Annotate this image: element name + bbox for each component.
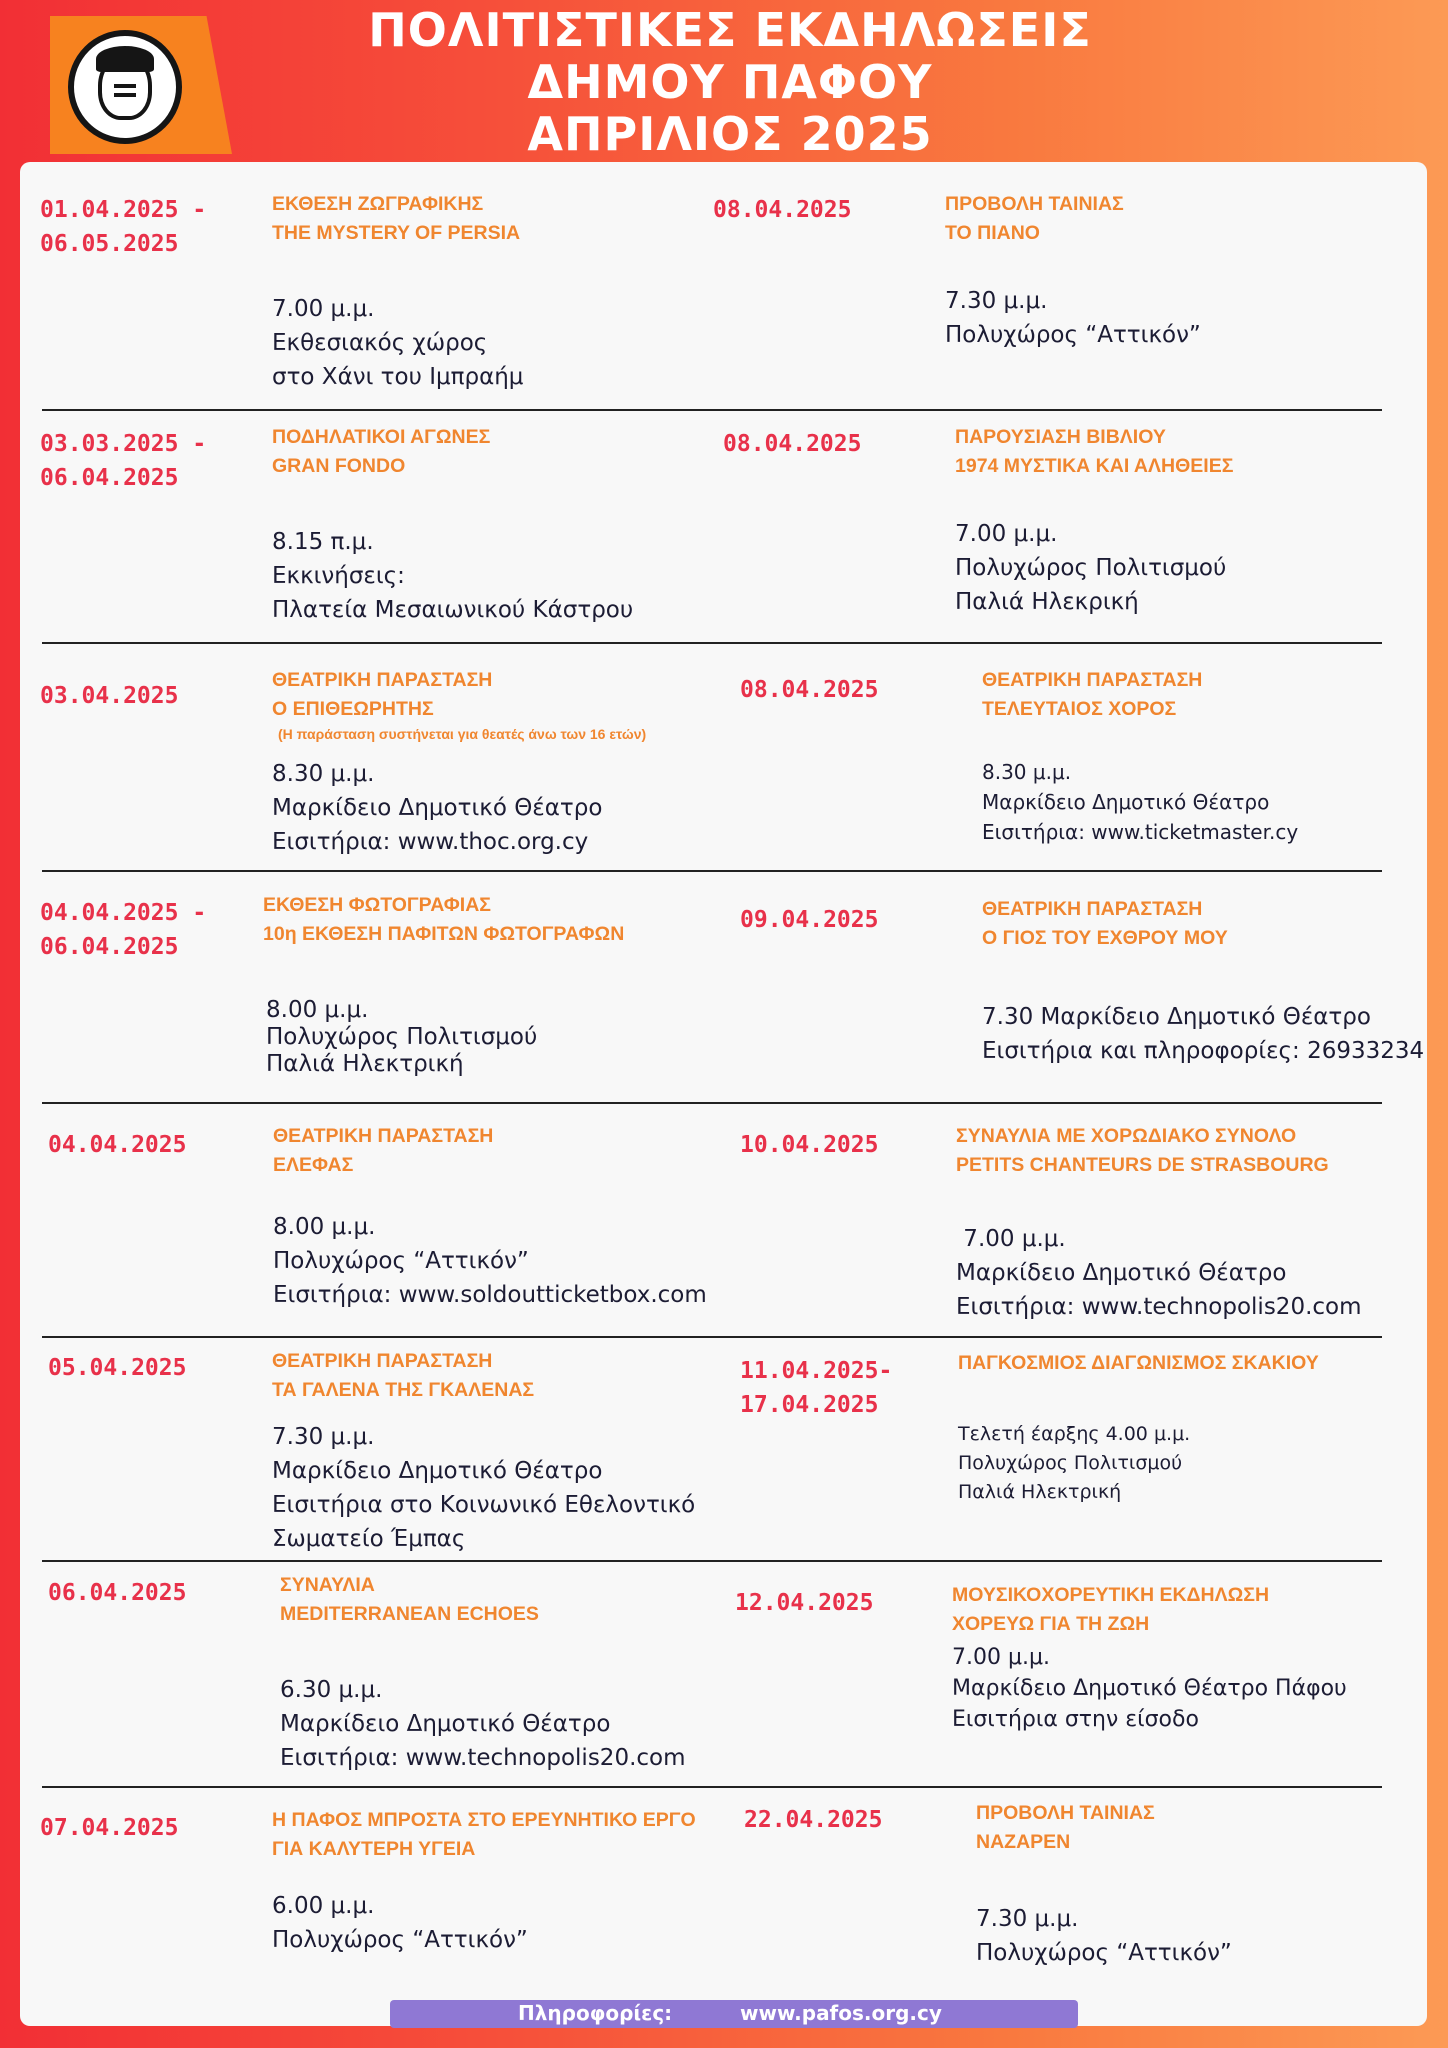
logo-box (50, 16, 232, 154)
event-date: 09.04.2025 (740, 907, 879, 933)
event-date: 11.04.2025- 17.04.2025 (740, 1358, 893, 1418)
footer-label: Πληροφορίες: (518, 2001, 673, 2025)
event-title: ΘΕΑΤΡΙΚΗ ΠΑΡΑΣΤΑΣΗ ΤΕΛΕΥΤΑΙΟΣ ΧΟΡΟΣ (982, 669, 1203, 720)
title-line-1: ΠΟΛΙΤΙΣΤΙΚΕΣ ΕΚΔΗΛΩΣΕΙΣ (368, 3, 1092, 57)
event-details: 7.00 μ.μ. Εκθεσιακός χώρος στο Χάνι του Ιμπραήμ (272, 296, 524, 390)
event-details: 8.30 μ.μ. Μαρκίδειο Δημοτικό Θέατρο Εισιτήρια: www.ticketmaster.cy (982, 760, 1299, 844)
row-divider (42, 1560, 1382, 1562)
event-details: 6.00 μ.μ. Πολυχώρος “Αττικόν” (272, 1893, 528, 1953)
event-title: ΠΑΡΟΥΣΙΑΣΗ ΒΙΒΛΙΟΥ 1974 ΜΥΣΤΙΚΑ ΚΑΙ ΑΛΗΘΕΙΕΣ (955, 426, 1234, 477)
event-title: ΕΚΘΕΣΗ ΖΩΓΡΑΦΙΚΗΣ THE MYSTERY OF PERSIA (272, 193, 521, 244)
event-details: 8.00 μ.μ. Πολυχώρος “Αττικόν” Εισιτήρια: www.soldoutticketbox.com (273, 1214, 707, 1308)
event-title: ΘΕΑΤΡΙΚΗ ΠΑΡΑΣΤΑΣΗ Ο ΓΙΟΣ ΤΟΥ ΕΧΘΡΟΥ ΜΟΥ (982, 898, 1228, 949)
athena-head-seal-logo-icon (68, 30, 182, 144)
event-date: 22.04.2025 (744, 1807, 883, 1833)
event-title: ΠΟΔΗΛΑΤΙΚΟΙ ΑΓΩΝΕΣ GRAN FONDO (272, 426, 491, 477)
event-title: Η ΠΑΦΟΣ ΜΠΡΟΣΤΑ ΣΤΟ ΕΡΕΥΝΗΤΙΚΟ ΕΡΓΟ ΓΙΑ ΚΑΛΥΤΕΡΗ ΥΓΕΙΑ (272, 1809, 696, 1860)
event-date: 01.04.2025 - 06.05.2025 (40, 197, 207, 257)
event-date: 08.04.2025 (713, 197, 852, 223)
event-details: 7.00 μ.μ. Πολυχώρος Πολιτισμού Παλιά Ηλεκρική (955, 521, 1227, 615)
event-title: ΘΕΑΤΡΙΚΗ ΠΑΡΑΣΤΑΣΗ Ο ΕΠΙΘΕΩΡΗΤΗΣ (272, 669, 493, 720)
page-title (280, 4, 1180, 160)
event-title: ΣΥΝΑΥΛΙΑ ΜΕ ΧΟΡΩΔΙΑΚΟ ΣΥΝΟΛΟ PETITS CHANTEURS DE STRASBOURG (956, 1125, 1329, 1176)
event-title: ΠΡΟΒΟΛΗ ΤΑΙΝΙΑΣ ΝΑΖΑΡΕΝ (976, 1802, 1155, 1853)
title-line-2: ΔΗΜΟΥ ΠΑΦΟΥ (527, 55, 933, 109)
event-date: 04.04.2025 - 06.04.2025 (40, 900, 207, 960)
event-title: ΣΥΝΑΥΛΙΑ MEDITERRANEAN ECHOES (280, 1574, 539, 1625)
event-date: 10.04.2025 (740, 1132, 879, 1158)
event-note: (Η παράσταση συστήνεται για θεατές άνω των 16 ετών) (278, 726, 647, 742)
event-details: 7.00 μ.μ. Μαρκίδειο Δημοτικό Θέατρο Πάφου Εισιτήρια στην είσοδο (952, 1645, 1347, 1732)
event-date: 07.04.2025 (40, 1815, 179, 1841)
row-divider (42, 1336, 1382, 1338)
event-date: 03.03.2025 - 06.04.2025 (40, 431, 207, 491)
row-divider (42, 870, 1382, 872)
row-divider (42, 1102, 1382, 1104)
row-divider (42, 409, 1382, 411)
footer-website-link[interactable]: www.pafos.org.cy (740, 2001, 942, 2025)
event-details: 8.15 π.μ. Εκκινήσεις: Πλατεία Μεσαιωνικού Κάστρου (272, 529, 634, 623)
event-title: ΠΑΓΚΟΣΜΙΟΣ ΔΙΑΓΩΝΙΣΜΟΣ ΣΚΑΚΙΟΥ (958, 1352, 1319, 1374)
event-title: ΘΕΑΤΡΙΚΗ ΠΑΡΑΣΤΑΣΗ ΕΛΕΦΑΣ (273, 1125, 494, 1176)
event-details: 7.30 μ.μ. Μαρκίδειο Δημοτικό Θέατρο Εισιτήρια στο Κοινωνικό Εθελοντικό Σωματείο Έμπας (272, 1424, 696, 1552)
event-details: 6.30 μ.μ. Μαρκίδειο Δημοτικό Θέατρο Εισιτήρια: www.technopolis20.com (280, 1677, 686, 1771)
info-footer-bar (390, 2000, 1078, 2028)
row-divider (42, 1786, 1382, 1788)
event-date: 08.04.2025 (723, 431, 862, 457)
event-date: 03.04.2025 (40, 683, 179, 709)
event-details: 7.30 μ.μ. Πολυχώρος “Αττικόν” (945, 288, 1201, 348)
event-details: 7.00 μ.μ. Μαρκίδειο Δημοτικό Θέατρο Εισιτήρια: www.technopolis20.com (956, 1226, 1362, 1320)
event-title: ΕΚΘΕΣΗ ΦΩΤΟΓΡΑΦΙΑΣ 10η ΕΚΘΕΣΗ ΠΑΦΙΤΩΝ ΦΩΤΟΓΡΑΦΩΝ (263, 894, 625, 945)
event-details: Τελετή έαρξης 4.00 μ.μ. Πολυχώρος Πολιτισμού Παλιά Ηλεκτρική (958, 1423, 1191, 1503)
event-date: 12.04.2025 (735, 1590, 874, 1616)
event-details: 7.30 μ.μ. Πολυχώρος “Αττικόν” (976, 1906, 1232, 1966)
row-divider (42, 642, 1382, 644)
event-details: 8.00 μ.μ. Πολυχώρος Πολιτισμού Παλιά Ηλεκτρική (266, 997, 538, 1077)
event-date: 06.04.2025 (48, 1580, 187, 1606)
title-line-3: ΑΠΡΙΛΙΟΣ 2025 (527, 107, 933, 161)
event-date: 08.04.2025 (740, 677, 879, 703)
event-date: 04.04.2025 (48, 1132, 187, 1158)
event-details: 7.30 Μαρκίδειο Δημοτικό Θέατρο Εισιτήρια και πληροφορίες: 26933234 (982, 1004, 1425, 1064)
event-title: ΠΡΟΒΟΛΗ ΤΑΙΝΙΑΣ ΤΟ ΠΙΑΝΟ (945, 193, 1124, 244)
event-title: ΘΕΑΤΡΙΚΗ ΠΑΡΑΣΤΑΣΗ ΤΑ ΓΑΛΕΝΑ ΤΗΣ ΓΚΑΛΕΝΑΣ (272, 1350, 535, 1401)
event-title: ΜΟΥΣΙΚΟΧΟΡΕΥΤΙΚΗ ΕΚΔΗΛΩΣΗ ΧΟΡΕΥΩ ΓΙΑ ΤΗ ΖΩΗ (952, 1584, 1270, 1635)
event-details: 8.30 μ.μ. Μαρκίδειο Δημοτικό Θέατρο Εισιτήρια: www.thoc.org.cy (272, 761, 603, 855)
event-date: 05.04.2025 (48, 1355, 187, 1381)
